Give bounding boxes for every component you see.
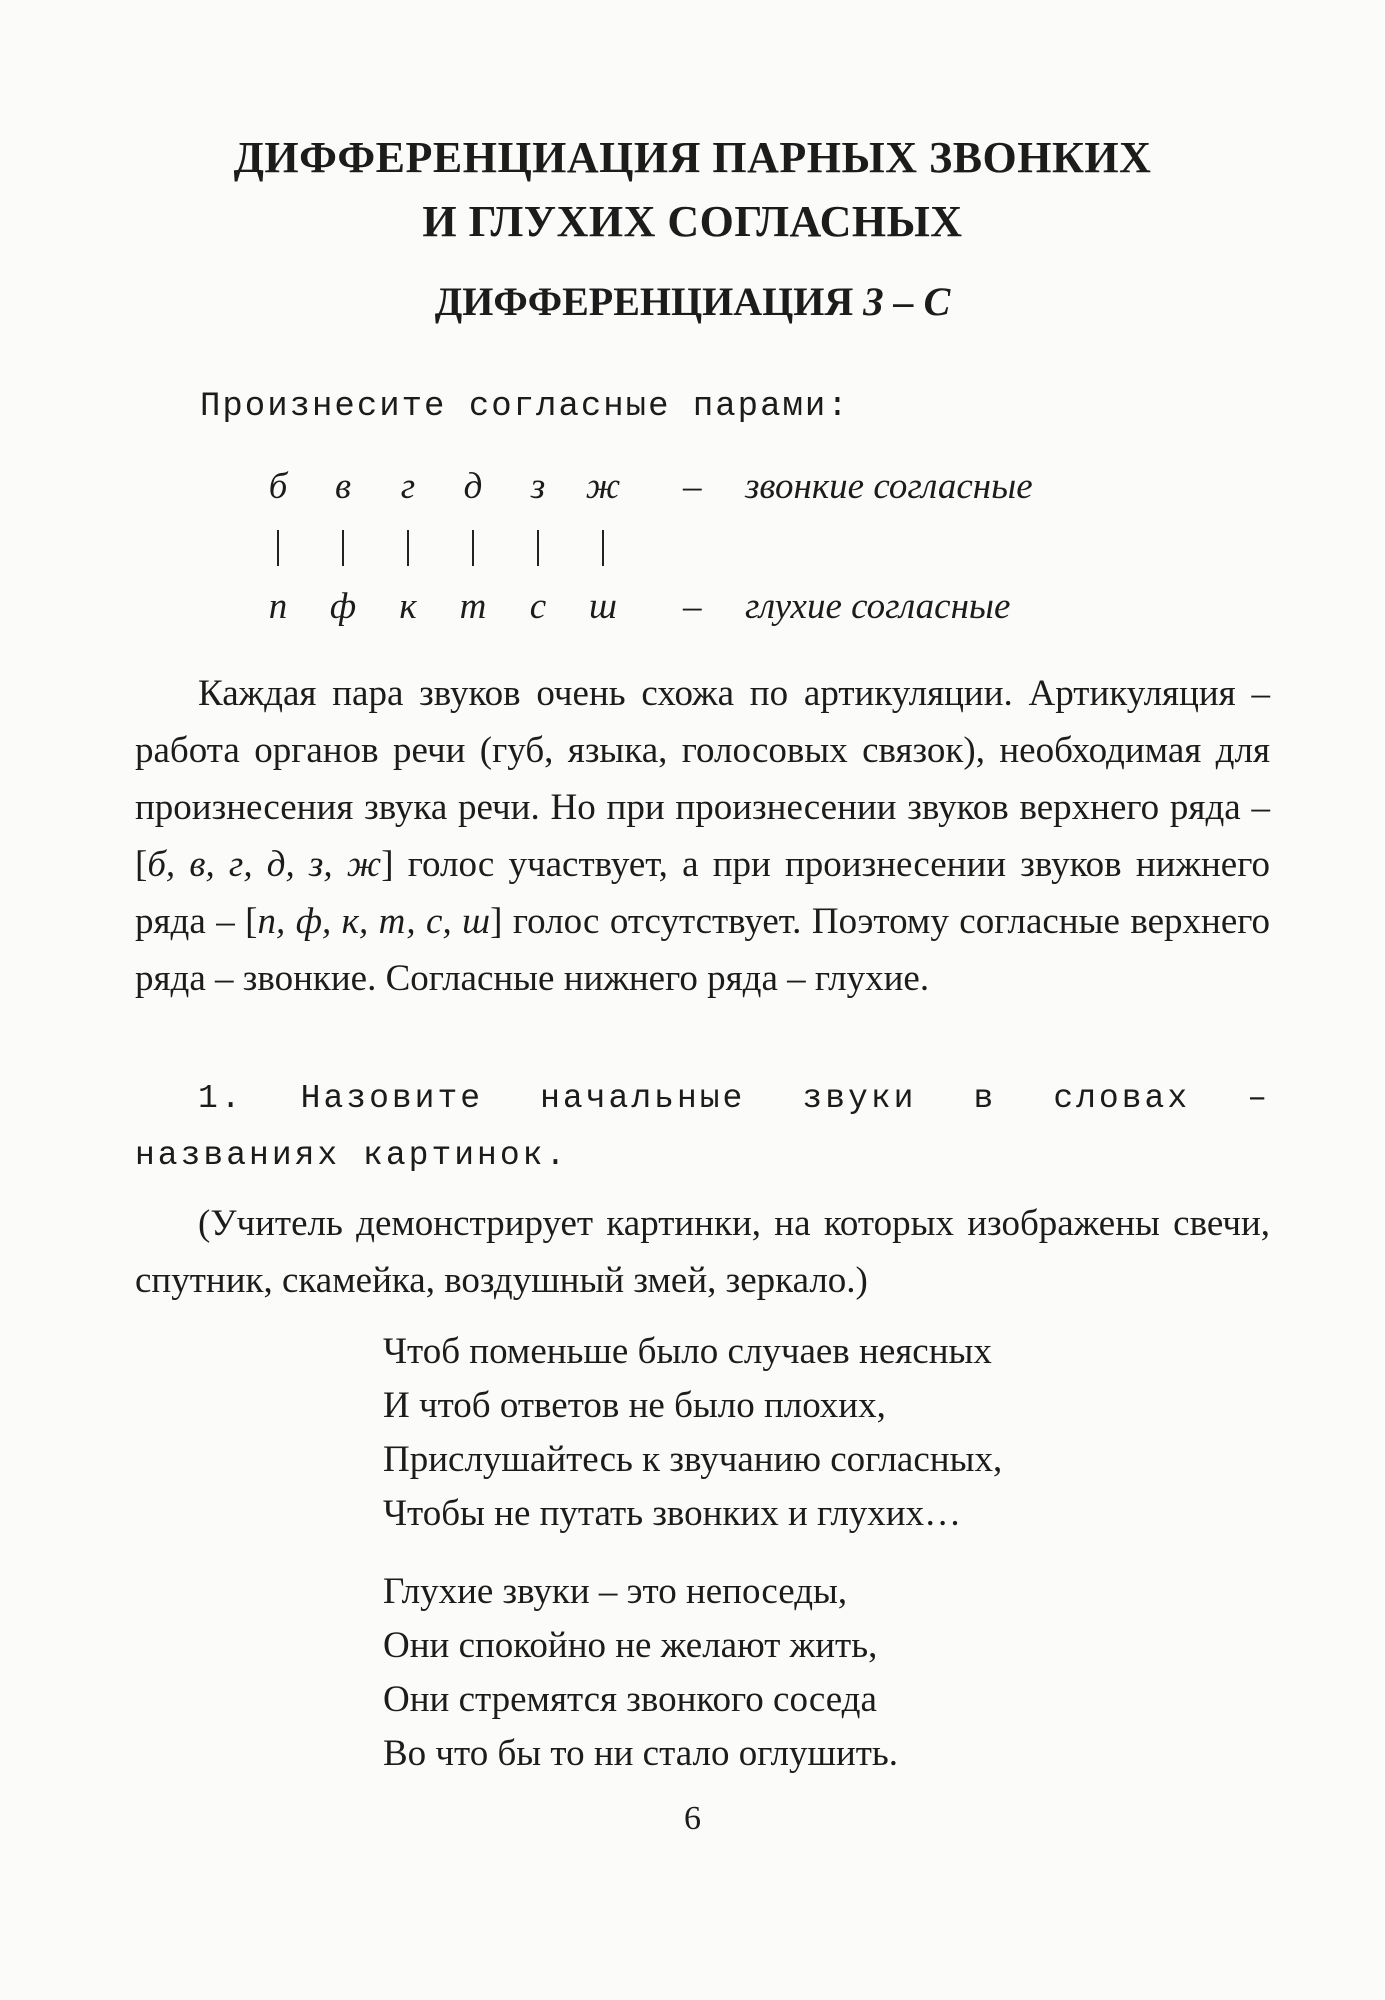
poem-line: И чтоб ответов не было плохих, bbox=[383, 1385, 886, 1426]
poem-line: Они спокойно не желают жить, bbox=[383, 1625, 878, 1666]
pair-connector-line bbox=[472, 530, 474, 566]
poem-line: Глухие звуки – это непоседы, bbox=[383, 1571, 848, 1612]
explanation-part3: ] голос отсутствует. Поэтому согласные верхнего ряда – звонкие. Согласные нижнего ряда – глухие. bbox=[135, 901, 1270, 999]
voiceless-list: п, ф, к, т, с, ш bbox=[257, 901, 491, 942]
poem-line: Чтоб поменьше было случаев неясных bbox=[383, 1331, 992, 1372]
section-subtitle bbox=[0, 278, 1385, 325]
chapter-title-line2: И ГЛУХИХ СОГЛАСНЫХ bbox=[422, 197, 963, 246]
poem-line: Во что бы то ни стало оглушить. bbox=[383, 1733, 899, 1774]
voiceless-row bbox=[258, 585, 1158, 633]
poem-stanza-1 bbox=[383, 1325, 1183, 1541]
explanation-part1: Каждая пара звуков очень схожа по артикуляции. Артикуляция – работа органов речи (губ, языка, голосовых связок), необходимая для произнесения звука речи. Но при произнесении звуков верхнего ряда – [ bbox=[135, 673, 1270, 885]
chapter-title-line1: ДИФФЕРЕНЦИАЦИЯ ПАРНЫХ ЗВОНКИХ bbox=[233, 133, 1152, 182]
pairs-instruction: Произнесите согласные парами: bbox=[200, 388, 850, 426]
poem-line: Прислушайтесь к звучанию согласных, bbox=[383, 1439, 1003, 1480]
pair-connector-line bbox=[342, 530, 344, 566]
row-dash: – bbox=[683, 466, 702, 507]
poem-line: Они стремятся звонкого соседа bbox=[383, 1679, 877, 1720]
pair-connectors bbox=[258, 530, 1158, 578]
page-number: 6 bbox=[684, 1800, 701, 1837]
voiceless-label: глухие согласные bbox=[745, 586, 1011, 627]
pair-connector-line bbox=[407, 530, 409, 566]
voiceless-letter: с bbox=[529, 586, 547, 627]
subtitle-letters: З – С bbox=[863, 279, 951, 324]
voiceless-letter: п bbox=[268, 586, 288, 627]
task-1: 1. Назовите начальные звуки в словах – названиях картинок. bbox=[135, 1080, 1270, 1174]
teacher-note: (Учитель демонстрирует картинки, на которых изображены свечи, спутник, скамейка, воздушный змей, зеркало.) bbox=[135, 1203, 1270, 1301]
poem-stanza-2 bbox=[383, 1565, 1183, 1781]
voiced-list: б, в, г, д, з, ж bbox=[147, 844, 382, 885]
voiced-letter: ж bbox=[585, 466, 621, 507]
voiced-label: звонкие согласные bbox=[745, 466, 1033, 507]
voiceless-letter: т bbox=[459, 586, 487, 627]
voiceless-letter: к bbox=[399, 586, 417, 627]
voiced-letter: д bbox=[463, 466, 483, 507]
pair-connector-line bbox=[277, 530, 279, 566]
voiceless-letter: ф bbox=[329, 586, 357, 627]
explanation-part2: ] голос участвует, а при произнесении звуков нижнего ряда – [ bbox=[135, 844, 1270, 942]
voiced-letter: з bbox=[530, 466, 546, 507]
voiced-letter: в bbox=[334, 466, 352, 507]
voiced-row bbox=[258, 465, 1158, 513]
poem-line: Чтобы не путать звонких и глухих… bbox=[383, 1493, 962, 1534]
voiced-letter: б bbox=[268, 466, 288, 507]
row-dash: – bbox=[683, 586, 702, 627]
subtitle-prefix: ДИФФЕРЕНЦИАЦИЯ bbox=[434, 279, 864, 324]
voiced-letter: г bbox=[400, 466, 416, 507]
explanation-paragraph bbox=[135, 665, 1270, 1007]
voiceless-letter: ш bbox=[589, 586, 617, 627]
pair-connector-line bbox=[537, 530, 539, 566]
pair-connector-line bbox=[602, 530, 604, 566]
